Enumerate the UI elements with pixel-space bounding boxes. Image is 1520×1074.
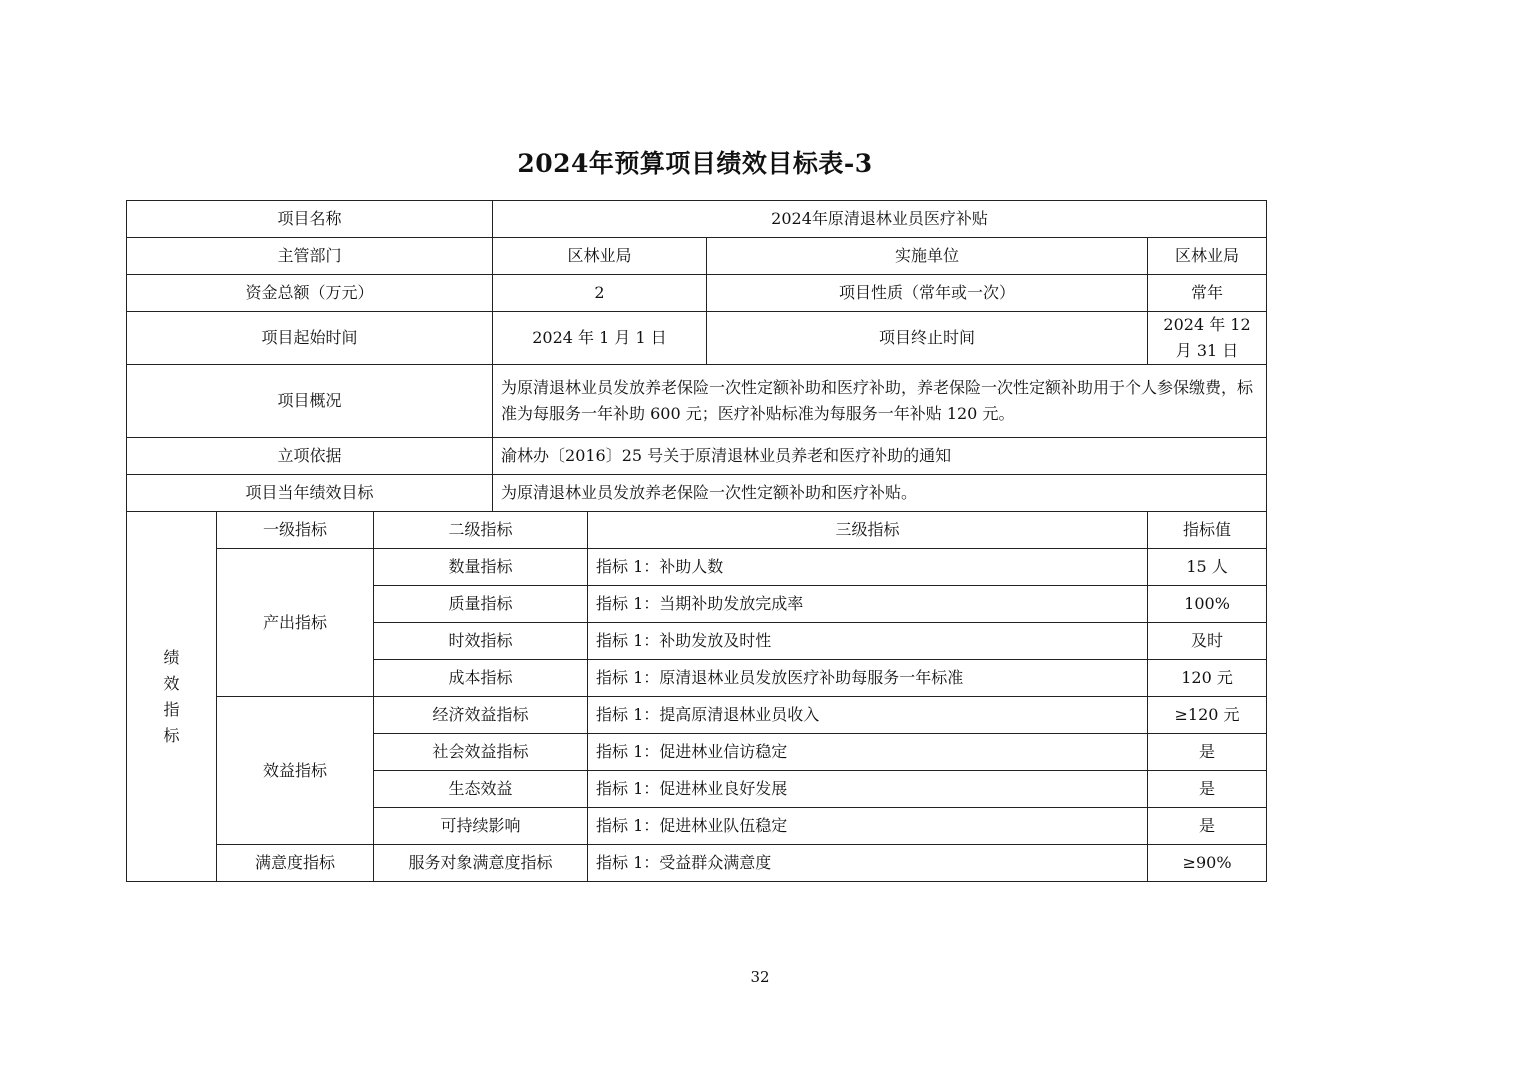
value-cell: ≥120 元 bbox=[1148, 697, 1267, 734]
level2-cell: 生态效益 bbox=[374, 771, 588, 808]
level3-cell: 指标 1：受益群众满意度 bbox=[588, 845, 1148, 882]
value-cell: ≥90% bbox=[1148, 845, 1267, 882]
level3-cell: 指标 1：促进林业信访稳定 bbox=[588, 734, 1148, 771]
row-department bbox=[127, 238, 1267, 275]
basis-value: 渝林办〔2016〕25 号关于原清退林业员养老和医疗补助的通知 bbox=[493, 438, 1267, 475]
end-value: 2024 年 12 月 31 日 bbox=[1148, 312, 1267, 365]
level2-cell: 社会效益指标 bbox=[374, 734, 588, 771]
level2-cell: 成本指标 bbox=[374, 660, 588, 697]
fund-value: 2 bbox=[493, 275, 707, 312]
start-value: 2024 年 1 月 1 日 bbox=[493, 312, 707, 365]
goal-value: 为原清退林业员发放养老保险一次性定额补助和医疗补贴。 bbox=[493, 475, 1267, 512]
level2-cell: 经济效益指标 bbox=[374, 697, 588, 734]
level1-output: 产出指标 bbox=[217, 549, 374, 697]
indicator-header-row bbox=[127, 512, 1267, 549]
level2-cell: 时效指标 bbox=[374, 623, 588, 660]
overview-label: 项目概况 bbox=[127, 365, 493, 438]
level3-cell: 指标 1：补助发放及时性 bbox=[588, 623, 1148, 660]
level3-cell: 指标 1：补助人数 bbox=[588, 549, 1148, 586]
value-cell: 100% bbox=[1148, 586, 1267, 623]
value-cell: 及时 bbox=[1148, 623, 1267, 660]
header-value: 指标值 bbox=[1148, 512, 1267, 549]
level2-cell: 服务对象满意度指标 bbox=[374, 845, 588, 882]
fund-label: 资金总额（万元） bbox=[127, 275, 493, 312]
table-row bbox=[127, 549, 1267, 586]
value-cell: 15 人 bbox=[1148, 549, 1267, 586]
row-goal bbox=[127, 475, 1267, 512]
section-char: 指 bbox=[163, 699, 180, 719]
level1-benefit: 效益指标 bbox=[217, 697, 374, 845]
basis-label: 立项依据 bbox=[127, 438, 493, 475]
project-name-value: 2024年原清退林业员医疗补贴 bbox=[493, 201, 1267, 238]
header-level3: 三级指标 bbox=[588, 512, 1148, 549]
level1-satisfaction: 满意度指标 bbox=[217, 845, 374, 882]
header-level1: 一级指标 bbox=[217, 512, 374, 549]
table-row bbox=[127, 697, 1267, 734]
level3-cell: 指标 1：提高原清退林业员收入 bbox=[588, 697, 1148, 734]
nature-value: 常年 bbox=[1148, 275, 1267, 312]
level2-cell: 数量指标 bbox=[374, 549, 588, 586]
level2-cell: 质量指标 bbox=[374, 586, 588, 623]
page-number: 32 bbox=[750, 968, 770, 986]
level3-cell: 指标 1：当期补助发放完成率 bbox=[588, 586, 1148, 623]
row-dates bbox=[127, 312, 1267, 365]
start-label: 项目起始时间 bbox=[127, 312, 493, 365]
impl-label: 实施单位 bbox=[707, 238, 1148, 275]
project-name-label: 项目名称 bbox=[127, 201, 493, 238]
overview-value: 为原清退林业员发放养老保险一次性定额补助和医疗补助，养老保险一次性定额补助用于个人参保缴费，标准为每服务一年补助 600 元；医疗补贴标准为每服务一年补贴 120 元。 bbox=[493, 365, 1267, 438]
nature-label: 项目性质（常年或一次） bbox=[707, 275, 1148, 312]
impl-value: 区林业局 bbox=[1148, 238, 1267, 275]
value-cell: 是 bbox=[1148, 734, 1267, 771]
dept-value: 区林业局 bbox=[493, 238, 707, 275]
row-fund bbox=[127, 275, 1267, 312]
level2-cell: 可持续影响 bbox=[374, 808, 588, 845]
performance-table bbox=[126, 200, 1267, 882]
page-title: 2024年预算项目绩效目标表-3 bbox=[517, 149, 873, 178]
indicator-section-label bbox=[127, 512, 217, 882]
section-char: 效 bbox=[163, 673, 180, 693]
table-row bbox=[127, 845, 1267, 882]
end-label: 项目终止时间 bbox=[707, 312, 1148, 365]
section-char: 标 bbox=[163, 725, 180, 745]
header-level2: 二级指标 bbox=[374, 512, 588, 549]
goal-label: 项目当年绩效目标 bbox=[127, 475, 493, 512]
value-cell: 是 bbox=[1148, 771, 1267, 808]
row-basis bbox=[127, 438, 1267, 475]
section-char: 绩 bbox=[163, 647, 180, 667]
row-overview bbox=[127, 365, 1267, 438]
value-cell: 是 bbox=[1148, 808, 1267, 845]
value-cell: 120 元 bbox=[1148, 660, 1267, 697]
level3-cell: 指标 1：原清退林业员发放医疗补助每服务一年标准 bbox=[588, 660, 1148, 697]
dept-label: 主管部门 bbox=[127, 238, 493, 275]
level3-cell: 指标 1：促进林业队伍稳定 bbox=[588, 808, 1148, 845]
row-project-name bbox=[127, 201, 1267, 238]
level3-cell: 指标 1：促进林业良好发展 bbox=[588, 771, 1148, 808]
